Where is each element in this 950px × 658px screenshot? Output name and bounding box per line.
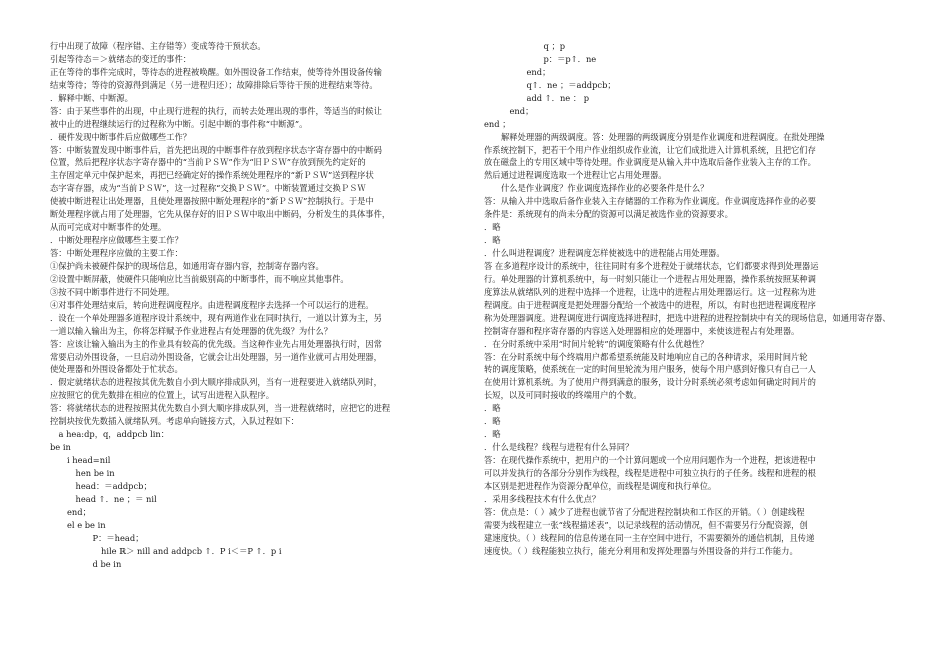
left-line: d be in: [92, 558, 122, 569]
right-line: 控制寄存器和程序寄存器的内容送入处理器相应的处理器中，来使该进程占有处理器。: [484, 325, 800, 336]
left-line: P：＝head；: [92, 532, 144, 543]
left-text-column: [50, 40, 470, 570]
right-line: ．略: [484, 416, 501, 427]
right-line: 长短，以及可同时接收的终端用户的个数。: [484, 390, 642, 401]
left-line: 答：中断处理程序应做的主要工作：: [50, 248, 183, 258]
right-line: 作系统控制下，把若干个用户作业组织成作业流，让它们成批进入计算机系统，且把它们存: [484, 144, 816, 155]
right-line: 答：从输入井中选取后备作业装入主存储器的工作称为作业调度。作业调度选择作业的必要: [484, 196, 816, 207]
left-line: el e be in: [67, 519, 106, 530]
right-line: ．什么是线程？线程与进程有什么异同？: [484, 442, 634, 453]
right-line: 条件是：系统现有的尚未分配的资源可以满足被选作业的资源要求。: [484, 209, 733, 220]
right-line: ．略: [484, 235, 501, 246]
right-line: 转的调度策略，使系统在一定的时间里轮流为用户服务，使每个用户感到好像只有自己一人: [484, 364, 816, 375]
left-line: 结束等待；等待的资源得到满足（另一进程归还）；故障排除后等待干预的进程结束等待。: [50, 79, 378, 90]
left-line: ．设在一个单处理器多道程序设计系统中，现有两道作业在同时执行，一道以计算为主，另: [50, 312, 382, 323]
right-line: end ；: [484, 118, 511, 129]
left-line: 一道以输入输出为主，你将怎样赋予作业进程占有处理器的优先级？为什么？: [50, 325, 333, 336]
left-line: ④对事件处理结束后，转向进程调度程序。由进程调度程序去选择一个可以运行的进程。: [50, 299, 374, 310]
right-line: q ；p: [543, 41, 566, 51]
right-line: ．什么叫进程调度？进程调度怎样使被选中的进程能占用处理器。: [484, 248, 725, 258]
right-line: 度算法从就绪队列的进程中选择一个进程，让选中的进程占用处理器运行。这一过程称为进: [484, 286, 816, 297]
left-line: 从而可完成对中断事件的处理。: [50, 222, 167, 233]
right-line: 解释处理器的两级调度。答：处理器的两级调度分别是作业调度和进程调度。在批处理操: [501, 131, 825, 142]
left-line: 引起等待态＝＞就绪态的变迁的事件：: [50, 53, 192, 64]
right-line: ．略: [484, 222, 501, 233]
right-line: end；: [509, 105, 534, 116]
left-line: ．解释中断、中断源。: [50, 92, 133, 103]
right-line: 建速度快。（ ）线程间的信息传递在同一主存空间中进行，不需要额外的通信机制，且传递: [484, 532, 815, 543]
left-line: ③按不同中断事件进行不同处理。: [50, 286, 175, 297]
left-line: 位置，然后把程序状态字寄存器中的“当前ＰＳＷ”作为“旧ＰＳＷ”存放到预先约定好的: [50, 157, 366, 168]
left-line: hen be in: [75, 467, 115, 478]
left-line: 答：由于某些事件的出现，中止现行进程的执行，而转去处理出现的事件，等适当的时候让: [50, 105, 382, 116]
right-line: ．采用多线程技术有什么优点？: [484, 493, 601, 504]
left-line: 行中出现了故障（程序错、主存错等）变成等待干预状态。: [50, 41, 266, 51]
left-line: hile ℝ＞ nill and addpcb ↑．P i＜＝P ↑．p i: [101, 545, 282, 556]
right-text-column: [484, 40, 904, 558]
left-line: 控制块按优先数插入就绪队列。考虑单向链接方式，入队过程如下：: [50, 416, 299, 427]
left-line: 态字寄存器，成为“当前ＰＳＷ”，这一过程称“交换ＰＳＷ”。中断装置通过交换ＰＳＷ: [50, 183, 366, 194]
right-line: 称为处理器调度。进程调度进行调度选择进程时，把选中进程的进程控制块中有关的现场信息，如通用寄存器、: [484, 312, 891, 323]
left-line: a hea:dp，q，addpcb lin：: [58, 429, 170, 440]
left-line: ．假定就绪状态的进程按其优先数自小到大顺序排成队列，当有一进程要进入就绪队列时，: [50, 377, 382, 388]
right-line: 什么是作业调度？作业调度选择作业的必要条件是什么？: [501, 183, 709, 194]
right-line: ．略: [484, 429, 501, 440]
left-line: 答：将就绪状态的进程按照其优先数自小到大顺序排成队列，当一进程就绪时，应把它的进程: [50, 403, 391, 414]
right-line: 答：优点是：（ ）减少了进程也就节省了分配进程控制块和工作区的开销。（ ）创建线程: [484, 506, 805, 517]
left-line: ．中断处理程序应做哪些主要工作？: [50, 235, 183, 246]
left-line: 主存固定单元中保护起来，再把已经确定好的操作系统处理程序的“新ＰＳＷ”送到程序状: [50, 170, 374, 181]
right-line: ．在分时系统中采用“时间片轮转”的调度策略有什么优越性？: [484, 338, 709, 349]
left-line: 被中止的进程继续运行的过程称为中断。引起中断的事件称“中断源”。: [50, 118, 308, 129]
right-line: 放在磁盘上的专用区域中等待处理。作业调度是从输入井中选取后备作业装入主存的工作。: [484, 157, 816, 168]
left-line: 答：应该让输入输出为主的作业具有较高的优先级。当这种作业先占用处理器执行时，因常: [50, 338, 382, 349]
right-line: 答 在多道程序设计的系统中，往往同时有多个进程处于就绪状态，它们都要求得到处理器运: [484, 260, 819, 271]
right-line: 答：在现代操作系统中，把用户的一个计算问题或一个应用问题作为一个进程，把该进程中: [484, 455, 816, 465]
right-line: end；: [526, 66, 551, 77]
left-line: ①保护尚未被硬件保护的现场信息，如通用寄存器内容，控制寄存器内容。: [50, 260, 324, 271]
right-line: ．略: [484, 403, 501, 414]
left-line: head ↑．ne ；＝ nil: [75, 493, 157, 504]
left-line: 断处理程序就占用了处理器，它先从保存好的旧ＰＳＷ中取出中断码，分析发生的具体事件，: [50, 209, 391, 220]
right-line: 可以并发执行的各部分分别作为线程，线程是进程中可独立执行的子任务。线程和进程的根: [484, 467, 816, 478]
right-line: 速度快。（ ）线程能独立执行，能充分利用和发挥处理器与外围设备的并行工作能力。: [484, 545, 798, 556]
left-line: end；: [67, 506, 91, 517]
left-line: 使被中断进程让出处理器，且使处理器按照中断处理程序的“新ＰＳＷ”控制执行。于是中: [50, 196, 374, 207]
right-line: 程调度。由于进程调度是把处理器分配给一个被选中的进程，所以，有时也把进程调度程序: [484, 299, 816, 310]
left-line: 答：中断装置发现中断事件后，首先把出现的中断事件存放到程序状态字寄存器中的中断码: [50, 144, 382, 155]
right-line: 然后通过进程调度选取一个进程让它占用处理器。: [484, 170, 667, 181]
right-line: 答：在分时系统中每个终端用户都希望系统能及时地响应自己的各种请求，采用时间片轮: [484, 351, 808, 362]
left-line: be in: [50, 442, 71, 453]
left-line: 常要启动外围设备，一旦启动外围设备，它就会让出处理器，另一道作业就可占用处理器，: [50, 351, 382, 362]
left-line: 使处理器和外围设备都处于忙状态。: [50, 364, 183, 375]
right-line: q↑．ne ；＝addpcb；: [526, 79, 616, 90]
left-line: 正在等待的事件完成时，等待态的进程被唤醒。如外围设备工作结束，使等待外围设备传输: [50, 66, 382, 77]
right-line: 行。单处理器的计算机系统中，每一时刻只能让一个进程占用处理器，操作系统按照某种调: [484, 273, 816, 284]
left-line: 应按照它的优先数排在相应的位置上，试写出进程入队程序。: [50, 390, 275, 401]
right-line: 本区别是把进程作为资源分配单位，而线程是调度和执行单位。: [484, 480, 717, 491]
right-line: 需要为线程建立一张“线程描述表”，以记录线程的活动情况，但不需要另行分配资源，创: [484, 519, 808, 530]
left-line: head：＝addpcb；: [75, 480, 152, 491]
left-line: i head=nil: [67, 455, 111, 465]
left-line: ②设置中断屏蔽，使硬件只能响应比当前級别高的中断事件，而不响应其他事件。: [50, 273, 349, 284]
right-line: add ↑．ne ： p: [526, 92, 590, 103]
right-line: 在使用计算机系统。为了使用户得到满意的服务，设计分时系统必须考虑如何确定时间片的: [484, 377, 816, 388]
right-line: p：＝p↑．ne: [543, 53, 597, 64]
left-line: ．硬件发现中断事件后应做哪些工作？: [50, 131, 192, 142]
